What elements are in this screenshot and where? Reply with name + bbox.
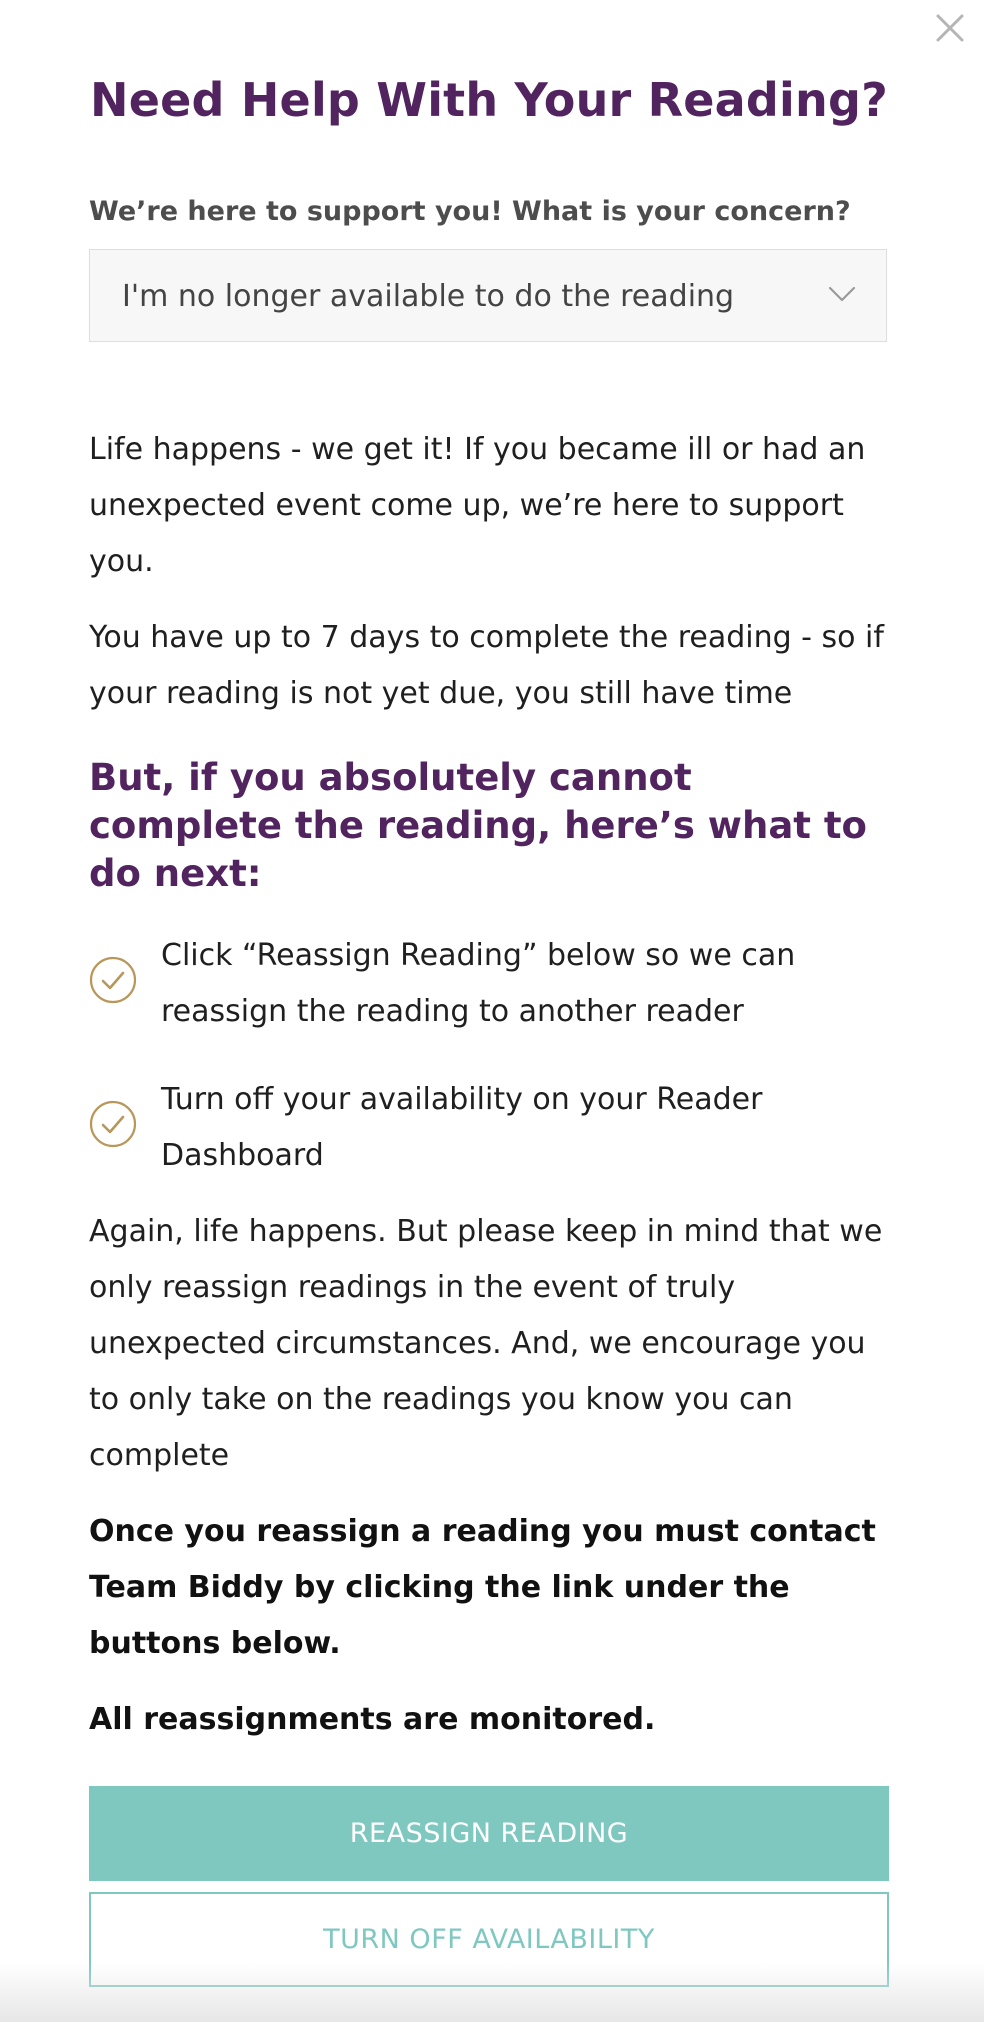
- reassign-note: Again, life happens. But please keep in mind that we only reassign readings in the event of truly unexpected circumstances. And, we encourage you to only take on the readings you know you can complete: [89, 1214, 883, 1473]
- turn-off-availability-button[interactable]: TURN OFF AVAILABILITY: [89, 1892, 889, 1987]
- modal-content: [89, 0, 889, 1987]
- next-steps-heading: But, if you absolutely cannot complete the reading, here’s what to do next:: [89, 756, 867, 895]
- time-paragraph: You have up to 7 days to complete the reading - so if your reading is not yet due, you still have time: [89, 620, 884, 711]
- concern-label: We’re here to support you! What is your concern?: [89, 196, 851, 227]
- reassign-reading-button[interactable]: REASSIGN READING: [89, 1786, 889, 1881]
- check-circle-icon: [89, 1100, 137, 1148]
- step-item-reassign: [89, 928, 889, 1040]
- check-circle-icon: [89, 956, 137, 1004]
- step-item-availability: [89, 1072, 889, 1184]
- monitored-notice: All reassignments are monitored.: [89, 1702, 656, 1737]
- step-text: Click “Reassign Reading” below so we can reassign the reading to another reader: [161, 938, 796, 1029]
- concern-select[interactable]: [89, 249, 887, 342]
- contact-notice: Once you reassign a reading you must contact Team Biddy by clicking the link under the buttons below.: [89, 1514, 876, 1661]
- chevron-down-icon: [828, 284, 856, 304]
- modal-title: Need Help With Your Reading?: [90, 73, 888, 127]
- close-button[interactable]: [930, 8, 970, 48]
- intro-paragraph: Life happens - we get it! If you became ill or had an unexpected event come up, we’re here to support you.: [89, 432, 866, 579]
- concern-select-value: I'm no longer available to do the reading: [122, 279, 735, 314]
- close-icon: [930, 8, 970, 48]
- step-text: Turn off your availability on your Reader Dashboard: [161, 1082, 763, 1173]
